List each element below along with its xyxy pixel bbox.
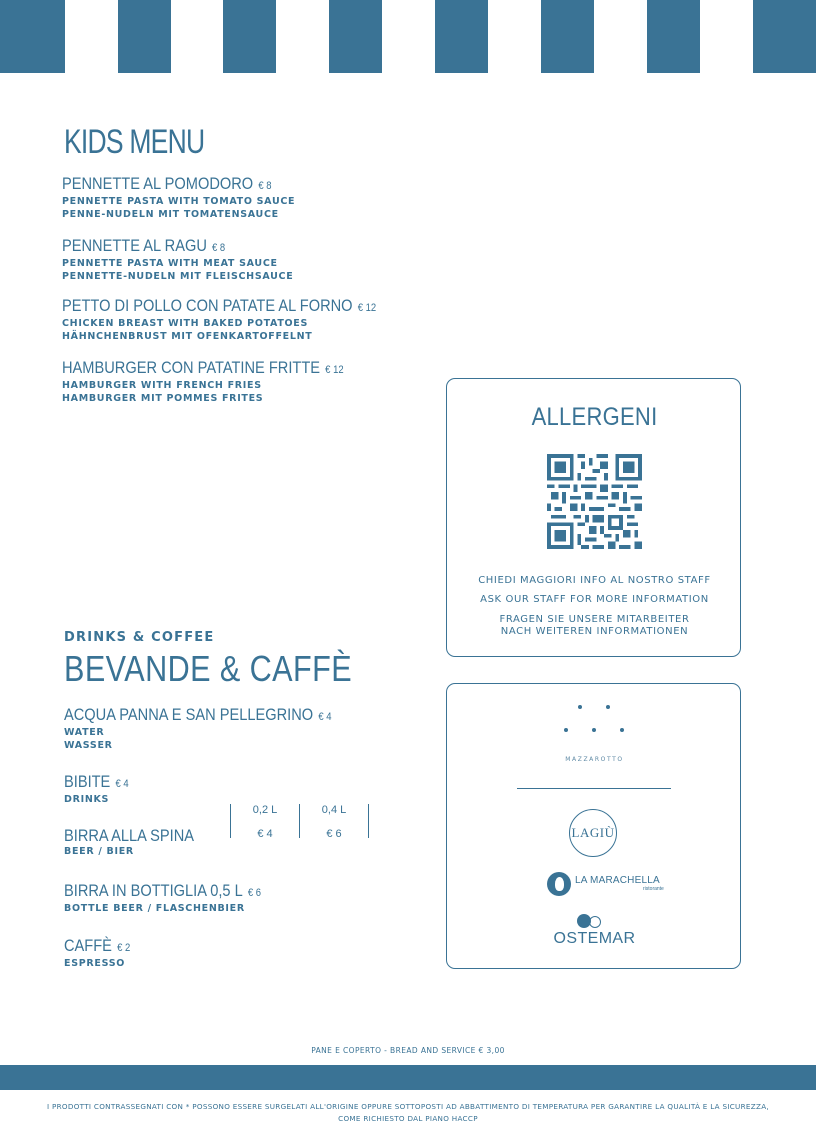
beer-price: € 6 (326, 828, 342, 840)
item-english: CHICKEN BREAST WITH BAKED POTATOES (62, 318, 309, 329)
item-name: ACQUA PANNA E SAN PELLEGRINO (64, 705, 314, 724)
marachella-name: LA MARACHELLA (575, 875, 660, 886)
stripe (118, 0, 171, 73)
menu-item (64, 772, 139, 807)
menu-item (62, 174, 306, 221)
item-english: HAMBURGER WITH FRENCH FRIES (62, 380, 262, 391)
item-subtitle: ESPRESSO (64, 958, 126, 969)
item-price: € 4 (115, 778, 129, 790)
logo-dot (578, 705, 582, 709)
item-price: € 4 (318, 711, 332, 723)
allergens-title: ALLERGENI (531, 403, 658, 431)
item-subtitle: BEER / BIER (64, 846, 134, 857)
stripe (753, 0, 816, 73)
menu-item (62, 236, 293, 283)
menu-item (62, 358, 389, 405)
item-german: PENNETTE-NUDELN MIT FLEISCHSAUCE (62, 270, 294, 282)
item-price: € 6 (247, 887, 262, 899)
kids-menu-title: KIDS MENU (64, 123, 205, 161)
stripe (647, 0, 700, 73)
stripe (223, 0, 276, 73)
item-price: € 12 (357, 302, 377, 314)
item-price: € 8 (258, 180, 272, 192)
beer-size: 0,2 L (252, 804, 278, 816)
footer-band (0, 1065, 816, 1090)
item-name: PENNETTE AL POMODORO (62, 174, 254, 193)
haccp-note-2: COME RICHIESTO DAL PIANO HACCP (338, 1114, 478, 1123)
marachella-emblem-icon (547, 872, 571, 896)
logo-dot (606, 705, 610, 709)
lagiu-logo: LAGIÙ (569, 809, 617, 857)
beer-size: 0,4 L (321, 804, 347, 816)
brands-panel (446, 683, 741, 969)
menu-item (64, 826, 215, 859)
item-english: PENNETTE PASTA WITH MEAT SAUCE (62, 258, 278, 269)
logo-dot (592, 728, 596, 732)
beer-price-table (230, 804, 370, 838)
qr-code[interactable] (547, 454, 642, 549)
allergens-panel (446, 378, 741, 657)
item-subtitle: WASSER (64, 739, 113, 751)
item-name: PETTO DI POLLO CON PATATE AL FORNO (62, 296, 353, 315)
mazzarotto-logo-mark (552, 702, 637, 738)
logo-dot (620, 728, 624, 732)
allergens-info-de-2: NACH WEITEREN INFORMATIONEN (500, 626, 689, 637)
allergens-info-de: FRAGEN SIE UNSERE MITARBEITER (499, 614, 690, 625)
drinks-kicker: DRINKS & COFFEE (64, 630, 215, 645)
marachella-tagline: ristorante (643, 886, 664, 892)
menu-item (62, 296, 427, 343)
item-subtitle: DRINKS (64, 794, 110, 805)
haccp-note: I PRODOTTI CONTRASSEGNATI CON * POSSONO ESSERE SURGELATI ALL'ORIGINE OPPURE SOTTOPOSTI AD ABBATTIMENTO DI TEMPERATURA PER GARANTIRE LA QUALITÀ E LA SICUREZZA, (46, 1102, 770, 1111)
item-german: HÄHNCHENBRUST MIT OFENKARTOFFELNT (62, 330, 313, 342)
beer-price: € 4 (257, 828, 273, 840)
item-german: PENNE-NUDELN MIT TOMATENSAUCE (62, 208, 279, 220)
item-english: PENNETTE PASTA WITH TOMATO SAUCE (62, 196, 296, 207)
item-subtitle: WATER (64, 727, 105, 738)
menu-item (64, 705, 375, 752)
item-price: € 2 (117, 942, 131, 954)
item-german: HAMBURGER MIT POMMES FRITES (62, 392, 264, 404)
drinks-title: BEVANDE & CAFFÈ (64, 648, 353, 689)
item-name: HAMBURGER CON PATATINE FRITTE (62, 358, 321, 377)
stripe (329, 0, 382, 73)
allergens-info-en: ASK OUR STAFF FOR MORE INFORMATION (480, 594, 709, 605)
bread-service-note: PANE E COPERTO - BREAD AND SERVICE € 3,00 (311, 1046, 505, 1055)
top-stripe-border (0, 0, 816, 73)
ostemar-logo: OSTEMAR (553, 930, 636, 947)
item-price: € 8 (212, 242, 226, 254)
table-divider (368, 804, 369, 838)
stripe (435, 0, 488, 73)
ostemar-symbol-icon (577, 914, 613, 930)
menu-item (64, 936, 141, 971)
item-name: BIRRA ALLA SPINA (64, 826, 195, 845)
logo-dot (564, 728, 568, 732)
menu-item (64, 881, 293, 916)
item-price: € 12 (325, 364, 344, 376)
item-subtitle: BOTTLE BEER / FLASCHENBIER (64, 903, 245, 914)
stripe (541, 0, 594, 73)
item-name: PENNETTE AL RAGU (62, 236, 207, 255)
item-name: BIRRA IN BOTTIGLIA 0,5 L (64, 881, 243, 900)
item-name: BIBITE (64, 772, 111, 791)
stripe (0, 0, 65, 73)
brand-divider (517, 788, 671, 789)
item-name: CAFFÈ (64, 936, 112, 955)
mazzarotto-logo: MAZZAROTTO (565, 756, 624, 763)
allergens-info-it: CHIEDI MAGGIORI INFO AL NOSTRO STAFF (478, 575, 711, 586)
